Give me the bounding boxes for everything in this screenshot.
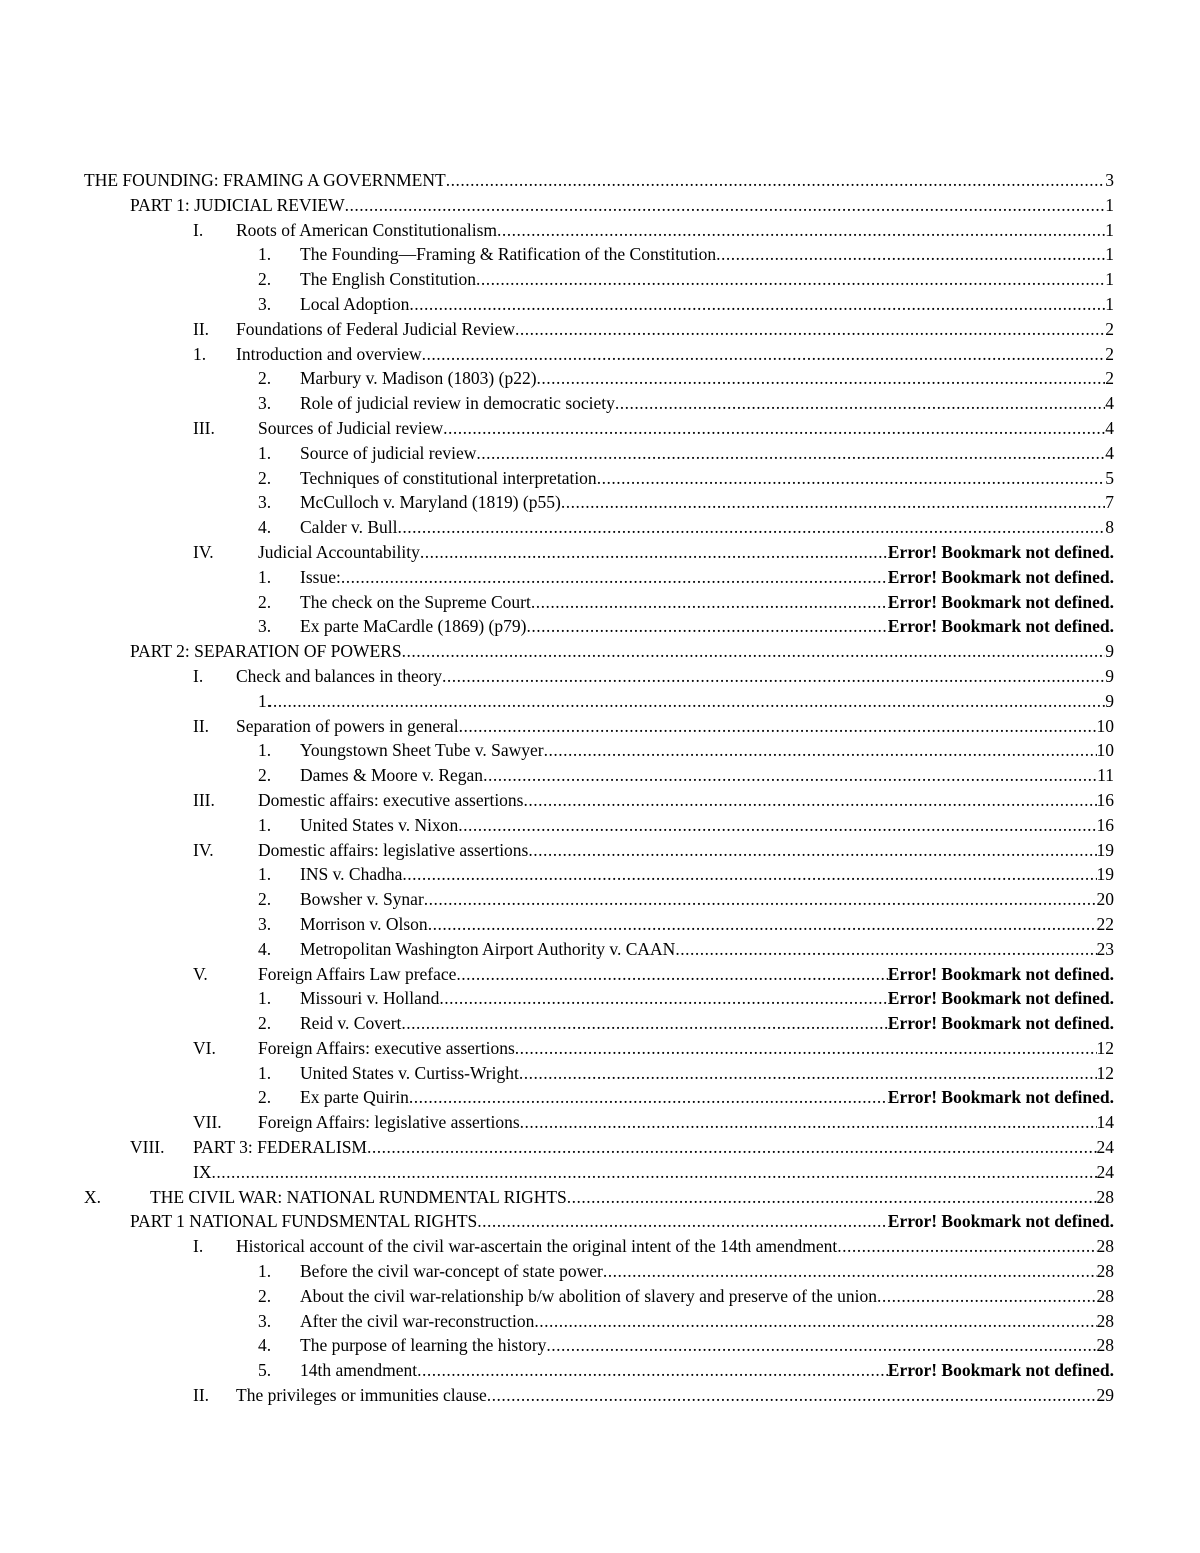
toc-entry-page: 12	[1096, 1062, 1114, 1083]
toc-entry[interactable]	[0, 193, 1200, 218]
toc-entry[interactable]	[0, 441, 1200, 466]
toc-entry-number: 4.	[258, 938, 272, 959]
toc-entry-title: Reid v. Covert	[300, 1013, 402, 1034]
toc-entry-title: Dames & Moore v. Regan	[300, 765, 484, 786]
toc-entry-page: 28	[1096, 1236, 1114, 1257]
dot-leader	[487, 1383, 1097, 1408]
toc-entry-title: Check and balances in theory	[236, 665, 443, 686]
toc-entry[interactable]	[0, 838, 1200, 863]
toc-entry-page: 9	[1105, 665, 1114, 686]
toc-entry-number: 1.	[258, 690, 272, 711]
toc-entry-title: Introduction and overview	[236, 343, 422, 364]
toc-entry-title: Roots of American Constitutionalism	[236, 219, 498, 240]
toc-entry[interactable]	[0, 962, 1200, 987]
toc-entry-page: 24	[1096, 1137, 1114, 1158]
dot-leader	[497, 218, 1105, 243]
toc-entry-page: 10	[1096, 715, 1114, 736]
toc-entry[interactable]	[0, 1234, 1200, 1259]
toc-entry-number: IV.	[193, 541, 214, 562]
toc-entry-page: 2	[1105, 343, 1114, 364]
toc-entry[interactable]	[0, 416, 1200, 441]
dot-leader	[442, 664, 1105, 689]
toc-entry-title: The privileges or immunities clause	[236, 1385, 487, 1406]
toc-entry[interactable]	[0, 763, 1200, 788]
toc-entry-number: III.	[193, 417, 215, 438]
toc-entry-number: 5.	[258, 1360, 272, 1381]
toc-entry[interactable]	[0, 1383, 1200, 1408]
toc-entry-page: 24	[1096, 1161, 1114, 1182]
toc-entry-title: 14th amendment	[300, 1360, 418, 1381]
toc-entry[interactable]	[0, 1110, 1200, 1135]
toc-entry-number: 1.	[193, 343, 207, 364]
toc-entry-number: I.	[193, 1236, 204, 1257]
toc-entry-page: 2	[1105, 318, 1114, 339]
dot-leader	[544, 738, 1097, 763]
toc-entry-page: 16	[1096, 814, 1114, 835]
toc-entry-title: The check on the Supreme Court	[300, 591, 531, 612]
toc-entry-number: 3.	[258, 1310, 272, 1331]
toc-entry-title: Calder v. Bull	[300, 517, 398, 538]
dot-leader	[402, 639, 1106, 664]
toc-entry-number: 1.	[258, 740, 272, 761]
toc-entry-page: 4	[1105, 393, 1114, 414]
dot-leader	[476, 441, 1105, 466]
toc-entry-number: II.	[193, 318, 210, 339]
toc-entry-number: 3.	[258, 913, 272, 934]
toc-entry-title: Sources of Judicial review	[258, 417, 444, 438]
toc-entry-page: 4	[1105, 442, 1114, 463]
toc-entry-page: 4	[1105, 417, 1114, 438]
toc-entry[interactable]	[0, 1284, 1200, 1309]
toc-entry[interactable]	[0, 391, 1200, 416]
toc-entry-page: Error! Bookmark not defined.	[887, 591, 1114, 612]
dot-leader	[477, 1209, 888, 1234]
toc-entry-title: United States v. Curtiss-Wright	[300, 1062, 519, 1083]
toc-entry[interactable]	[0, 614, 1200, 639]
dot-leader	[515, 1036, 1097, 1061]
toc-entry-page: 10	[1096, 740, 1114, 761]
toc-entry-title: Ex parte Quirin	[300, 1087, 409, 1108]
toc-entry-number: VI.	[193, 1037, 216, 1058]
toc-entry-number: 2.	[258, 1087, 272, 1108]
toc-entry[interactable]	[0, 515, 1200, 540]
toc-entry-page: 8	[1105, 517, 1114, 538]
toc-entry-title: Missouri v. Holland	[300, 988, 440, 1009]
toc-entry-title: Role of judicial review in democratic society	[300, 393, 615, 414]
dot-leader	[526, 614, 887, 639]
toc-entry-title: McCulloch v. Maryland (1819) (p55)	[300, 492, 561, 513]
toc-entry-number: 3.	[258, 293, 272, 314]
dot-leader	[476, 267, 1105, 292]
toc-entry-page: 20	[1096, 889, 1114, 910]
toc-entry[interactable]	[0, 267, 1200, 292]
toc-entry-number: 1.	[258, 988, 272, 1009]
toc-entry[interactable]	[0, 218, 1200, 243]
toc-entry[interactable]	[0, 1135, 1200, 1160]
toc-entry[interactable]	[0, 1011, 1200, 1036]
toc-entry[interactable]	[0, 490, 1200, 515]
dot-leader	[341, 565, 888, 590]
toc-entry-title: Youngstown Sheet Tube v. Sawyer	[300, 740, 544, 761]
toc-entry-page: 2	[1105, 368, 1114, 389]
toc-entry-title: Local Adoption	[300, 293, 410, 314]
toc-entry-page: 28	[1096, 1261, 1114, 1282]
toc-entry-title: Marbury v. Madison (1803) (p22)	[300, 368, 537, 389]
toc-entry[interactable]	[0, 1333, 1200, 1358]
dot-leader	[211, 1160, 1096, 1185]
toc-entry[interactable]	[0, 342, 1200, 367]
toc-entry[interactable]	[0, 1358, 1200, 1383]
toc-entry-page: 9	[1105, 641, 1114, 662]
toc-entry[interactable]	[0, 565, 1200, 590]
toc-entry-number: 2.	[258, 467, 272, 488]
dot-leader	[439, 986, 887, 1011]
toc-entry-page: 1	[1105, 269, 1114, 290]
dot-leader	[268, 689, 1105, 714]
dot-leader	[459, 714, 1097, 739]
toc-entry-title: Issue:	[300, 566, 341, 587]
toc-entry-number: 2.	[258, 889, 272, 910]
dot-leader	[367, 1135, 1097, 1160]
dot-leader	[675, 937, 1096, 962]
toc-entry-page: Error! Bookmark not defined.	[887, 1211, 1114, 1232]
dot-leader	[534, 1309, 1096, 1334]
toc-entry-title: IX	[193, 1161, 212, 1182]
toc-entry-title: Foreign Affairs: executive assertions	[258, 1037, 515, 1058]
toc-entry-page: 1	[1105, 194, 1114, 215]
toc-entry-number: 2.	[258, 1285, 272, 1306]
dot-leader	[458, 813, 1096, 838]
toc-entry[interactable]	[0, 1085, 1200, 1110]
toc-entry[interactable]	[0, 714, 1200, 739]
toc-entry-number: IV.	[193, 839, 214, 860]
dot-leader	[398, 515, 1106, 540]
toc-entry-title: Techniques of constitutional interpretation	[300, 467, 597, 488]
table-of-contents	[0, 168, 1200, 1408]
dot-leader	[446, 168, 1106, 193]
toc-entry[interactable]	[0, 168, 1200, 193]
toc-entry-page: 1	[1105, 219, 1114, 240]
toc-entry-number: X.	[84, 1186, 102, 1207]
toc-entry[interactable]	[0, 1036, 1200, 1061]
dot-leader	[537, 366, 1106, 391]
toc-entry-page: 11	[1097, 765, 1114, 786]
dot-leader	[561, 490, 1105, 515]
dot-leader	[603, 1259, 1097, 1284]
dot-leader	[524, 788, 1097, 813]
toc-entry-title: The Founding—Framing & Ratification of the Constitution	[300, 244, 717, 265]
dot-leader	[428, 912, 1097, 937]
toc-entry-page: Error! Bookmark not defined.	[887, 1087, 1114, 1108]
toc-entry-page: 12	[1096, 1037, 1114, 1058]
toc-entry-page: 3	[1105, 170, 1114, 190]
toc-entry-number: 2.	[258, 1013, 272, 1034]
dot-leader	[837, 1234, 1096, 1259]
toc-entry-number: VII.	[193, 1112, 222, 1133]
toc-entry[interactable]	[0, 1061, 1200, 1086]
toc-entry-title: About the civil war-relationship b/w abolition of slavery and preserve of the union	[300, 1285, 877, 1306]
toc-entry[interactable]	[0, 242, 1200, 267]
toc-entry-title: Metropolitan Washington Airport Authority v. CAAN	[300, 938, 676, 959]
toc-entry-page: 23	[1096, 938, 1114, 959]
toc-entry-page: 9	[1105, 690, 1114, 711]
dot-leader	[567, 1185, 1097, 1210]
toc-entry[interactable]	[0, 639, 1200, 664]
toc-entry[interactable]	[0, 1259, 1200, 1284]
dot-leader	[409, 1085, 888, 1110]
toc-entry-page: Error! Bookmark not defined.	[887, 541, 1114, 562]
toc-entry-page: Error! Bookmark not defined.	[887, 963, 1114, 984]
toc-entry-title: Bowsher v. Synar	[300, 889, 424, 910]
toc-entry-title: PART 2: SEPARATION OF POWERS	[130, 641, 402, 662]
toc-entry[interactable]	[0, 813, 1200, 838]
toc-entry-page: 28	[1096, 1285, 1114, 1306]
toc-entry[interactable]	[0, 317, 1200, 342]
toc-entry[interactable]	[0, 466, 1200, 491]
toc-entry-title: United States v. Nixon	[300, 814, 459, 835]
toc-entry-page: Error! Bookmark not defined.	[887, 566, 1114, 587]
toc-entry-page: 19	[1096, 864, 1114, 885]
toc-entry-title: After the civil war-reconstruction	[300, 1310, 535, 1331]
toc-entry-number: 2.	[258, 269, 272, 290]
toc-entry-number: 3.	[258, 393, 272, 414]
toc-entry-page: 19	[1096, 839, 1114, 860]
toc-entry-title: Separation of powers in general	[236, 715, 459, 736]
toc-entry-page: 22	[1096, 913, 1114, 934]
toc-entry[interactable]	[0, 887, 1200, 912]
toc-entry-page: Error! Bookmark not defined.	[887, 1013, 1114, 1034]
toc-entry-title: PART 1: JUDICIAL REVIEW	[130, 194, 345, 215]
toc-entry-title: Ex parte MaCardle (1869) (p79)	[300, 616, 527, 637]
toc-entry[interactable]	[0, 664, 1200, 689]
dot-leader	[401, 1011, 887, 1036]
toc-entry-number: 1.	[258, 566, 272, 587]
toc-entry[interactable]	[0, 540, 1200, 565]
toc-entry-page: 28	[1096, 1186, 1114, 1207]
toc-entry-title: INS v. Chadha	[300, 864, 403, 885]
toc-entry-title: Foreign Affairs Law preface	[258, 963, 457, 984]
dot-leader	[345, 193, 1106, 218]
toc-entry[interactable]	[0, 738, 1200, 763]
toc-entry-number: 1.	[258, 814, 272, 835]
toc-entry[interactable]	[0, 937, 1200, 962]
toc-entry-number: VIII.	[130, 1137, 165, 1158]
dot-leader	[456, 962, 887, 987]
toc-entry-number: 2.	[258, 765, 272, 786]
toc-entry-number: 1.	[258, 864, 272, 885]
toc-entry[interactable]	[0, 689, 1200, 714]
toc-entry[interactable]	[0, 366, 1200, 391]
toc-entry[interactable]	[0, 1160, 1200, 1185]
toc-entry-page: 29	[1096, 1385, 1114, 1406]
dot-leader	[546, 1333, 1096, 1358]
toc-entry-number: III.	[193, 789, 215, 810]
toc-entry-number: 3.	[258, 492, 272, 513]
dot-leader	[528, 838, 1096, 863]
toc-entry-page: 16	[1096, 789, 1114, 810]
toc-entry[interactable]	[0, 862, 1200, 887]
toc-entry-title: PART 1 NATIONAL FUNDSMENTAL RIGHTS	[130, 1211, 478, 1232]
dot-leader	[417, 1358, 888, 1383]
toc-entry[interactable]	[0, 292, 1200, 317]
toc-entry-number: V.	[193, 963, 208, 984]
dot-leader	[483, 763, 1097, 788]
dot-leader	[424, 887, 1097, 912]
toc-entry[interactable]	[0, 788, 1200, 813]
toc-entry-number: I.	[193, 219, 204, 240]
toc-entry-page: Error! Bookmark not defined.	[887, 988, 1114, 1009]
toc-entry-title: THE FOUNDING: FRAMING A GOVERNMENT	[84, 170, 446, 190]
dot-leader	[716, 242, 1105, 267]
dot-leader	[519, 1061, 1097, 1086]
dot-leader	[520, 1110, 1097, 1135]
toc-entry[interactable]	[0, 912, 1200, 937]
toc-entry-number: 3.	[258, 616, 272, 637]
toc-entry-title: Historical account of the civil war-ascertain the original intent of the 14th amendment	[236, 1236, 838, 1257]
toc-entry-title: Domestic affairs: legislative assertions	[258, 839, 529, 860]
toc-entry-number: 4.	[258, 517, 272, 538]
toc-entry-page: Error! Bookmark not defined.	[887, 1360, 1114, 1381]
toc-entry-page: 28	[1096, 1335, 1114, 1356]
toc-entry-number: 1.	[258, 1062, 272, 1083]
toc-entry-title: The purpose of learning the history	[300, 1335, 547, 1356]
toc-entry[interactable]	[0, 1209, 1200, 1234]
dot-leader	[402, 862, 1096, 887]
toc-entry-page: 28	[1096, 1310, 1114, 1331]
toc-entry-number: 2.	[258, 591, 272, 612]
dot-leader	[409, 292, 1105, 317]
toc-entry[interactable]	[0, 1309, 1200, 1334]
toc-entry-title: PART 3: FEDERALISM	[193, 1137, 367, 1158]
toc-entry-number: II.	[193, 1385, 210, 1406]
dot-leader	[515, 317, 1105, 342]
dot-leader	[420, 540, 888, 565]
toc-entry[interactable]	[0, 1185, 1200, 1210]
toc-entry-title: Morrison v. Olson	[300, 913, 428, 934]
toc-entry-title: The English Constitution	[300, 269, 476, 290]
toc-entry-number: 1.	[258, 442, 272, 463]
toc-entry-title: Foreign Affairs: legislative assertions	[258, 1112, 520, 1133]
dot-leader	[597, 466, 1106, 491]
toc-entry-number: 2.	[258, 368, 272, 389]
dot-leader	[443, 416, 1105, 441]
toc-entry-page: Error! Bookmark not defined.	[887, 616, 1114, 637]
toc-entry-number: 4.	[258, 1335, 272, 1356]
toc-entry-page: 1	[1105, 293, 1114, 314]
dot-leader	[531, 590, 888, 615]
dot-leader	[615, 391, 1105, 416]
toc-entry-page: 5	[1105, 467, 1114, 488]
toc-entry-page: 14	[1096, 1112, 1114, 1133]
toc-entry-number: I.	[193, 665, 204, 686]
toc-entry-title: Judicial Accountability	[258, 541, 420, 562]
toc-entry-page: 7	[1105, 492, 1114, 513]
toc-entry-title: Foundations of Federal Judicial Review	[236, 318, 515, 339]
toc-entry[interactable]	[0, 590, 1200, 615]
toc-entry-page: 1	[1105, 244, 1114, 265]
toc-entry-number: 1.	[258, 1261, 272, 1282]
toc-entry-number: 1.	[258, 244, 272, 265]
toc-entry[interactable]	[0, 986, 1200, 1011]
dot-leader	[422, 342, 1106, 367]
toc-entry-title: Domestic affairs: executive assertions	[258, 789, 524, 810]
toc-entry-title: Source of judicial review	[300, 442, 477, 463]
toc-entry-title: THE CIVIL WAR: NATIONAL RUNDMENTAL RIGHTS	[150, 1186, 567, 1207]
toc-entry-title: Before the civil war-concept of state power	[300, 1261, 603, 1282]
toc-entry-number: II.	[193, 715, 210, 736]
dot-leader	[877, 1284, 1097, 1309]
